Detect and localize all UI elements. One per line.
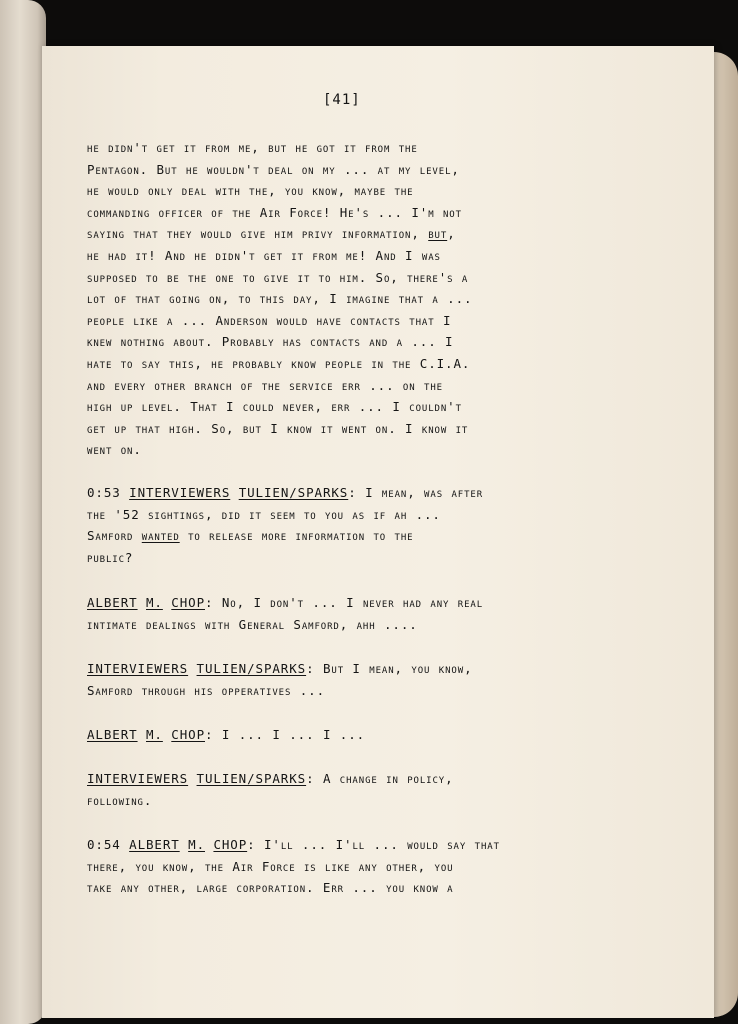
speaker-name: CHOP bbox=[213, 837, 248, 852]
text-line: following. bbox=[87, 792, 153, 808]
text-line: hate to say this, he probably know people in the C.I.A. bbox=[87, 355, 471, 371]
paragraph-chop-reply bbox=[87, 592, 607, 635]
paragraph-continuation bbox=[87, 137, 607, 461]
text-segment: : No, I don't ... I never had any real bbox=[205, 595, 484, 610]
speaker-name: ALBERT bbox=[129, 837, 180, 852]
text-line bbox=[87, 525, 607, 547]
text-segment: : A change in policy, bbox=[306, 771, 454, 786]
text-line: the '52 sightings, did it seem to you as if ah ... bbox=[87, 506, 441, 522]
text-line: he would only deal with the, you know, maybe the bbox=[87, 183, 414, 199]
text-line: there, you know, the Air Force is like any other, you bbox=[87, 858, 454, 874]
text-line: supposed to be the one to give it to him. So, there's a bbox=[87, 269, 469, 285]
emphasis-word: wanted bbox=[141, 528, 180, 544]
text-line: get up that high. So, but I know it went on. I know it bbox=[87, 420, 469, 436]
speaker-name: ALBERT bbox=[87, 595, 138, 610]
text-line bbox=[87, 482, 607, 504]
text-line: Pentagon. But he wouldn't deal on my ... at my level, bbox=[87, 161, 460, 177]
text-segment: , bbox=[447, 226, 456, 242]
speaker-name: M. bbox=[146, 595, 163, 610]
text-line bbox=[87, 834, 607, 856]
facing-page-edge bbox=[0, 0, 46, 1024]
text-line bbox=[87, 724, 607, 746]
speaker-name: TULIEN/SPARKS bbox=[238, 485, 349, 500]
text-line: Samford through his opperatives ... bbox=[87, 682, 326, 698]
text-segment: saying that they would give him privy information, bbox=[87, 226, 429, 242]
text-line: commanding officer of the Air Force! He's ... I'm not bbox=[87, 204, 462, 220]
timestamp: 0:53 bbox=[87, 485, 130, 500]
text-line: high up level. That I could never, err ... I couldn't bbox=[87, 399, 462, 415]
text-line: and every other branch of the service err ... on the bbox=[87, 377, 443, 393]
speaker-name: ALBERT bbox=[87, 727, 138, 742]
text-line bbox=[87, 592, 607, 614]
speaker-name: INTERVIEWERS bbox=[87, 771, 189, 786]
text-line: he didn't get it from me, but he got it from the bbox=[87, 140, 418, 155]
text-line bbox=[87, 768, 607, 790]
speaker-name: TULIEN/SPARKS bbox=[196, 771, 307, 786]
text-segment: : I mean, was after bbox=[348, 485, 484, 500]
text-segment: : But I mean, you know, bbox=[306, 661, 473, 676]
speaker-name: CHOP bbox=[171, 727, 205, 742]
speaker-name: M. bbox=[188, 837, 205, 852]
paragraph-chop-stammer bbox=[87, 724, 607, 746]
text-line: take any other, large corporation. Err ... you know a bbox=[87, 880, 454, 896]
text-line: public? bbox=[87, 549, 134, 565]
text-line bbox=[87, 223, 607, 245]
text-segment: : I'll ... I'll ... would say that bbox=[247, 837, 500, 852]
page-number: [41] bbox=[323, 92, 361, 108]
text-line: intimate dealings with General Samford, ahh .... bbox=[87, 616, 418, 632]
emphasis-word: but bbox=[428, 226, 448, 242]
text-line: people like a ... Anderson would have contacts that I bbox=[87, 312, 452, 328]
text-segment: to release more information to the bbox=[179, 528, 414, 544]
paragraph-chop-0-54 bbox=[87, 834, 607, 899]
text-segment: : I ... I ... I ... bbox=[205, 727, 366, 742]
paragraph-interviewers-question bbox=[87, 658, 607, 701]
speaker-name: TULIEN/SPARKS bbox=[196, 661, 307, 676]
text-line: went on. bbox=[87, 442, 142, 458]
text-line: lot of that going on, to this day, I imagine that a ... bbox=[87, 291, 473, 307]
text-line: knew nothing about. Probably has contacts and a ... I bbox=[87, 334, 454, 350]
text-segment: Samford bbox=[87, 528, 142, 544]
speaker-name: M. bbox=[146, 727, 163, 742]
speaker-name: INTERVIEWERS bbox=[129, 485, 231, 500]
paragraph-interviewers-policy bbox=[87, 768, 607, 811]
speaker-name: INTERVIEWERS bbox=[87, 661, 189, 676]
paragraph-interviewers-0-53 bbox=[87, 482, 607, 568]
text-line bbox=[87, 658, 607, 680]
text-line: he had it! And he didn't get it from me! And I was bbox=[87, 247, 441, 263]
timestamp: 0:54 bbox=[87, 837, 130, 852]
speaker-name: CHOP bbox=[171, 595, 205, 610]
